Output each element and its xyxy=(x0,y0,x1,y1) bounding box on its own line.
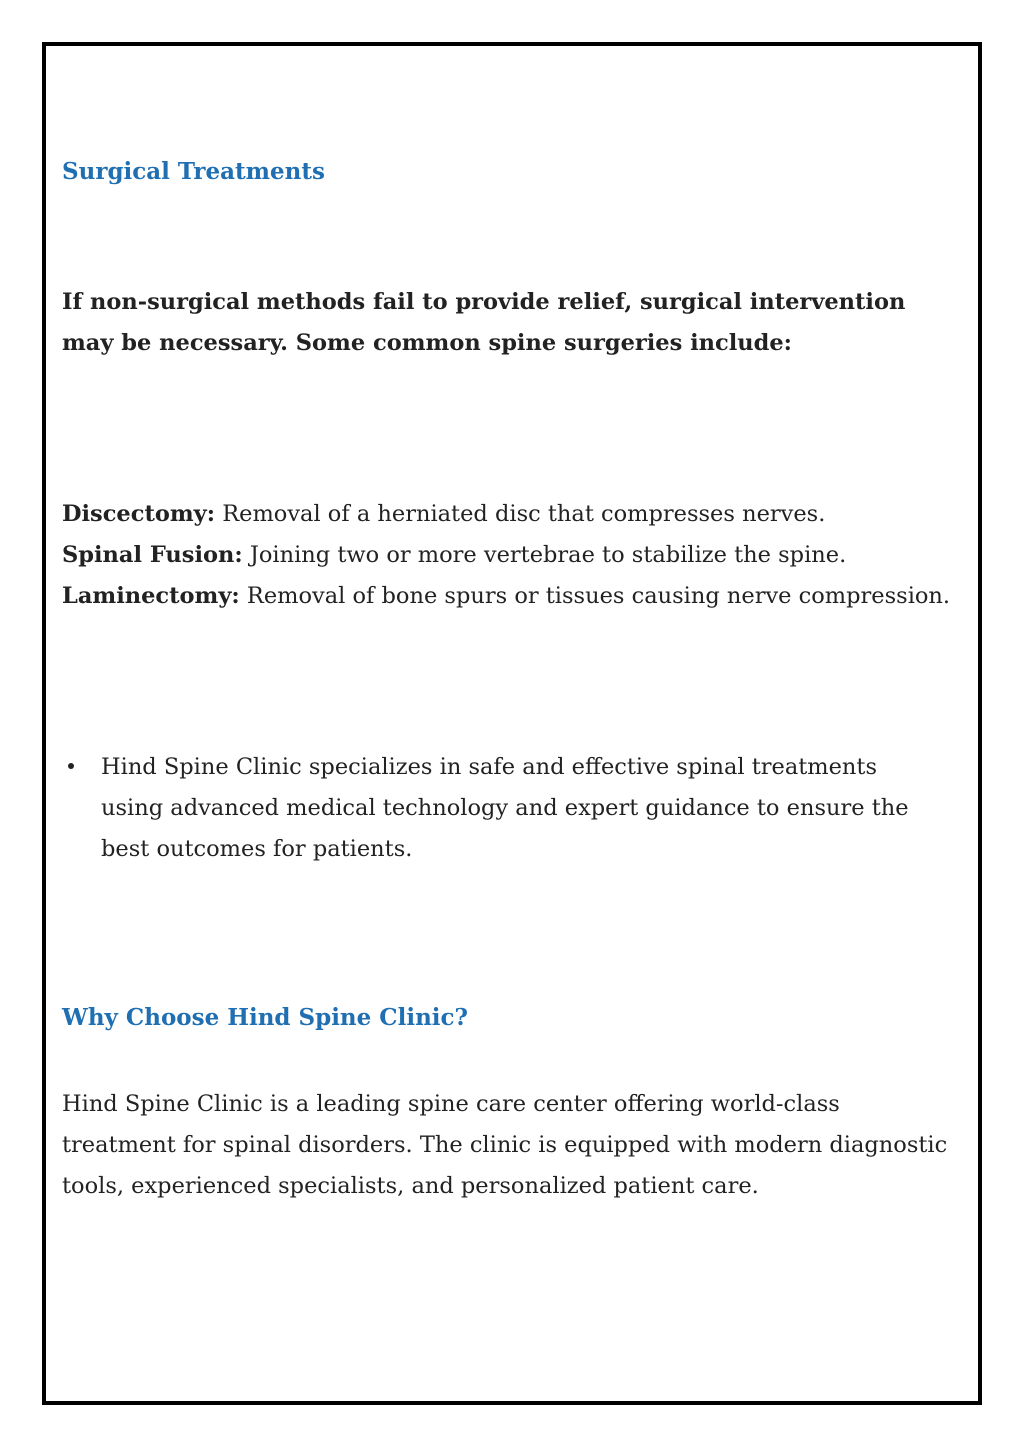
procedure-term: Spinal Fusion: xyxy=(62,542,243,568)
bullet-text: Hind Spine Clinic specializes in safe and effective spinal treatments using advanced medical technology and expert guidance to ensure the best outcomes for patients. xyxy=(101,754,909,862)
section-heading-surgical-treatments: Surgical Treatments xyxy=(62,158,325,185)
procedure-description: Removal of bone spurs or tissues causing nerve compression. xyxy=(246,583,951,609)
procedure-description: Removal of a herniated disc that compresses nerves. xyxy=(222,501,826,527)
procedure-list xyxy=(62,494,962,617)
procedure-item-laminectomy xyxy=(62,576,962,617)
bullet-list-item xyxy=(62,747,952,870)
procedure-item-spinal-fusion xyxy=(62,535,962,576)
surgical-intro-paragraph: If non-surgical methods fail to provide relief, surgical intervention may be necessary. Some common spine surgeries include: xyxy=(62,289,906,356)
why-choose-paragraph: Hind Spine Clinic is a leading spine care center offering world-class treatment for spinal disorders. The clinic is equipped with modern diagnostic tools, experienced specialists, and personalized patient care. xyxy=(62,1091,948,1199)
procedure-term: Discectomy: xyxy=(62,501,216,527)
procedure-description: Joining two or more vertebrae to stabilize the spine. xyxy=(249,542,847,568)
procedure-term: Laminectomy: xyxy=(62,583,240,609)
bullet-dot-icon xyxy=(68,763,74,769)
section-heading-why-choose: Why Choose Hind Spine Clinic? xyxy=(62,1004,469,1031)
procedure-item-discectomy xyxy=(62,494,962,535)
